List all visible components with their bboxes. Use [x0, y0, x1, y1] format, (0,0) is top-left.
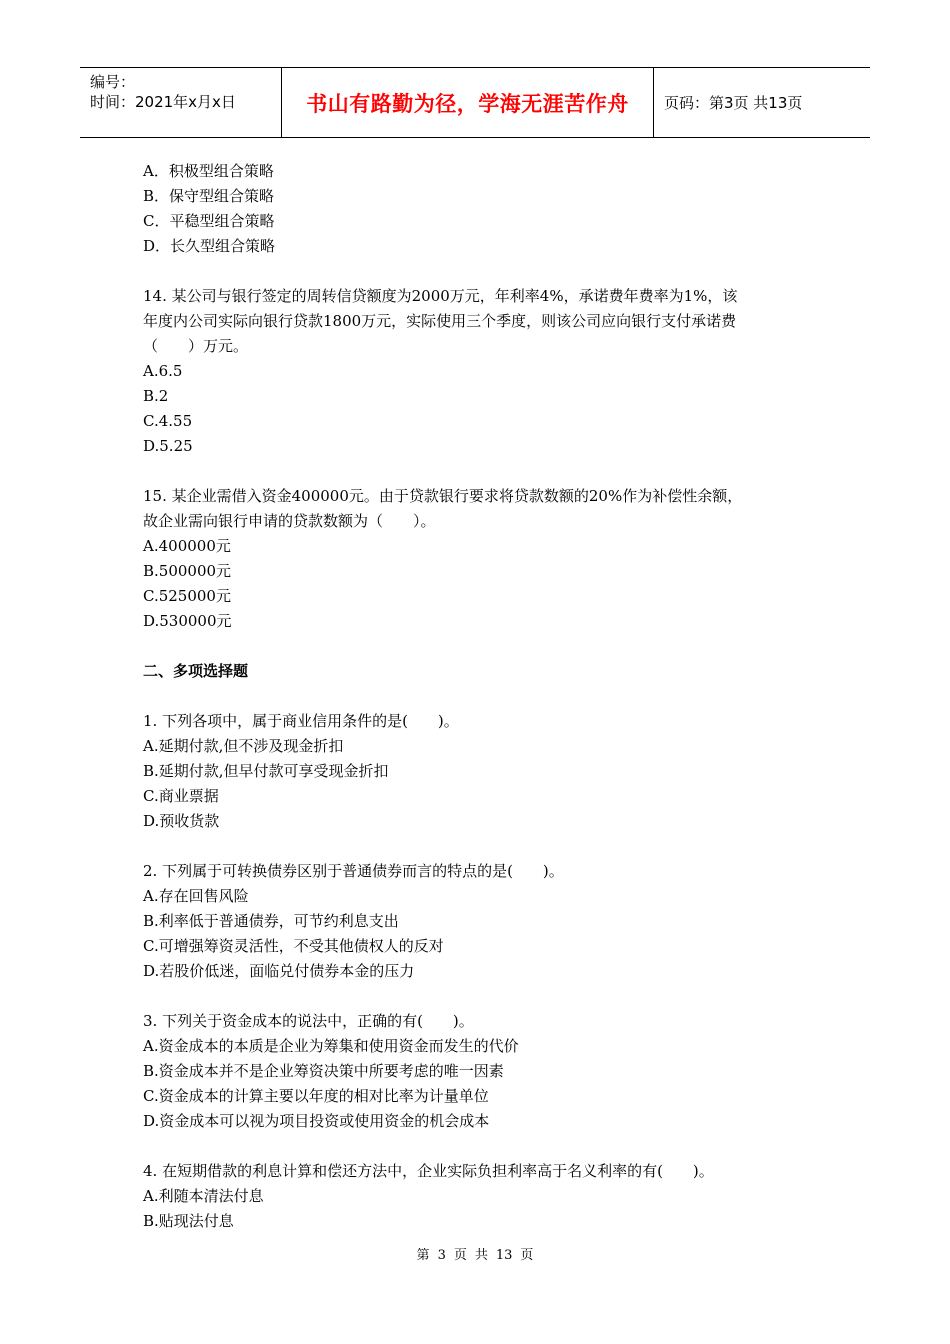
question-15-text: 15. 某企业需借入资金400000元。由于贷款银行要求将贷款数额的20%作为补偿性余额，: [143, 487, 743, 505]
document-number-label: 编号：: [90, 73, 136, 91]
footer-word: 页: [520, 1248, 534, 1263]
footer-word: 第: [416, 1248, 430, 1263]
multi-question-4-text: 4. 在短期借款的利息计算和偿还方法中，企业实际负担利率高于名义利率的有( )。: [143, 1162, 714, 1180]
option-line: B.利率低于普通债券，可节约利息支出: [143, 912, 399, 930]
question-15-text: 故企业需向银行申请的贷款数额为（ ）。: [143, 512, 436, 530]
multi-question-3-text: 3. 下列关于资金成本的说法中，正确的有( )。: [143, 1012, 474, 1030]
option-line: D.预收货款: [143, 812, 220, 830]
header-motto: 书山有路勤为径，学海无涯苦作舟: [306, 91, 629, 116]
option-line: A.利随本清法付息: [143, 1187, 264, 1205]
option-line: D.530000元: [143, 612, 232, 630]
option-line: A.延期付款,但不涉及现金折扣: [143, 737, 344, 755]
option-line: B.资金成本并不是企业筹资决策中所要考虑的唯一因素: [143, 1062, 504, 1080]
header-meta: [80, 68, 281, 137]
footer-word: 共: [474, 1248, 488, 1263]
option-line: A.400000元: [143, 537, 231, 555]
page-footer: [0, 1244, 950, 1263]
question-14-text: （ ）万元。: [143, 337, 249, 355]
option-line: D.若股价低迷，面临兑付债券本金的压力: [143, 962, 415, 980]
option-line: A.6.5: [143, 362, 183, 380]
option-line: B.延期付款,但早付款可享受现金折扣: [143, 762, 389, 780]
document-time-label: 时间：2021年x月x日: [90, 93, 236, 111]
multi-question-2-text: 2. 下列属于可转换债券区别于普通债券而言的特点的是( )。: [143, 862, 564, 880]
option-line: C.可增强筹资灵活性，不受其他债权人的反对: [143, 937, 444, 955]
section-title: 二、多项选择题: [143, 662, 249, 680]
option-line: B．保守型组合策略: [143, 187, 275, 205]
option-line: B.贴现法付息: [143, 1212, 234, 1230]
footer-word: 页: [453, 1248, 467, 1263]
option-line: B.500000元: [143, 562, 232, 580]
header-motto-cell: [281, 68, 654, 137]
option-line: B.2: [143, 387, 169, 405]
option-line: A．积极型组合策略: [143, 162, 274, 180]
question-14-text: 年度内公司实际向银行贷款1800万元，实际使用三个季度，则该公司应向银行支付承诺费: [143, 312, 737, 330]
option-line: D.5.25: [143, 437, 193, 455]
option-line: C．平稳型组合策略: [143, 212, 275, 230]
document-body: [143, 159, 823, 1234]
option-line: C.商业票据: [143, 787, 219, 805]
option-line: C.525000元: [143, 587, 231, 605]
question-14-text: 14. 某公司与银行签定的周转信贷额度为2000万元，年利率4%，承诺费年费率为1%，该: [143, 287, 738, 305]
option-line: D.资金成本可以视为项目投资或使用资金的机会成本: [143, 1112, 490, 1130]
footer-total-pages: 13: [495, 1248, 513, 1263]
multi-question-1-text: 1. 下列各项中，属于商业信用条件的是( )。: [143, 712, 459, 730]
footer-page-number: 3: [437, 1248, 446, 1263]
option-line: C.资金成本的计算主要以年度的相对比率为计量单位: [143, 1087, 489, 1105]
header-page-cell: [654, 68, 870, 137]
header-page-label: 页码：第3页 共13页: [664, 94, 803, 112]
option-line: A.存在回售风险: [143, 887, 249, 905]
page-header: [80, 67, 870, 138]
option-line: D．长久型组合策略: [143, 237, 276, 255]
option-line: C.4.55: [143, 412, 193, 430]
option-line: A.资金成本的本质是企业为筹集和使用资金而发生的代价: [143, 1037, 519, 1055]
